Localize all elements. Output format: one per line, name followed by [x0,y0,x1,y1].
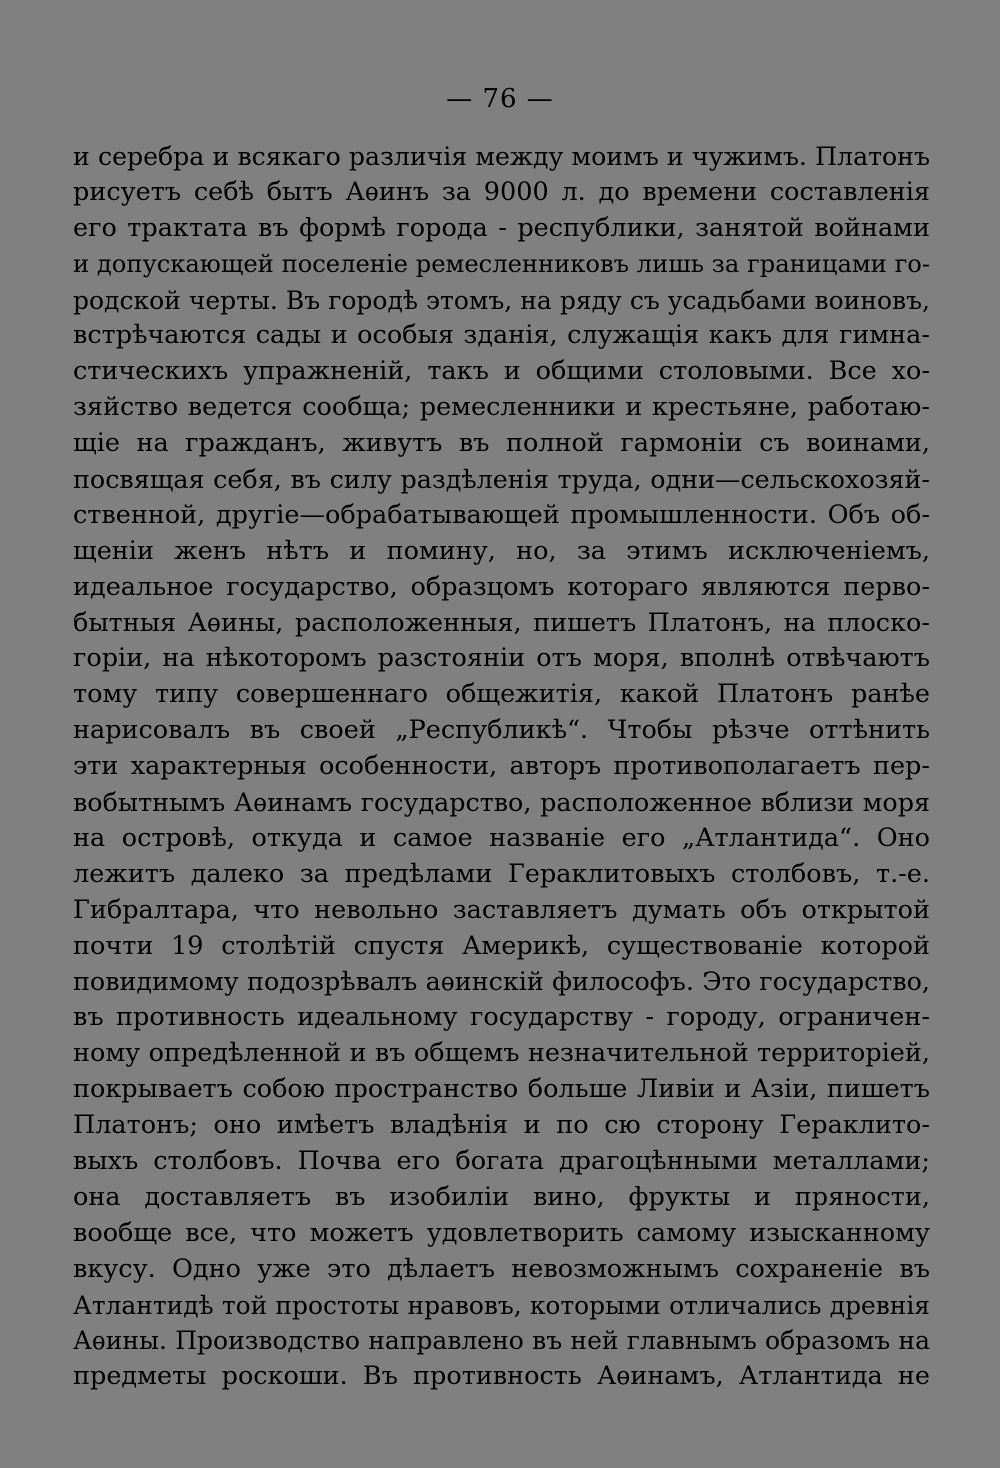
text-line: и допускающей поселеніе ремесленниковъ лишь за границами го- [73,249,930,278]
text-line: встрѣчаются сады и особыя зданія, служащія какъ для гимна- [73,320,930,351]
text-line: посвящая себя, въ силу раздѣленія труда, одни—сельскохозяй- [73,464,930,495]
text-line: нарисовалъ въ своей „Республикѣ“. Чтобы рѣзче оттѣнить [73,715,930,746]
text-line: на островѣ, откуда и самое названіе его „Атлантида“. Оно [73,822,930,853]
text-line: зяйство ведется сообща; ремесленники и крестьяне, работаю- [73,392,930,423]
text-line: вкусу. Одно уже это дѣлаетъ невозможнымъ сохраненіе въ [73,1253,930,1284]
text-line: лежитъ далеко за предѣлами Гераклитовыхъ столбовъ, т.-е. [73,858,930,889]
text-line: въ противность идеальному государству - городу, ограничен- [73,1002,930,1033]
text-line: стическихъ упражненій, такъ и общими столовыми. Все хо- [73,356,930,387]
text-line: щеніи женъ нѣтъ и помину, но, за этимъ исключеніемъ, [73,535,930,566]
text-line: эти характерныя особенности, авторъ противополагаетъ пер- [73,751,930,782]
page-number: — 76 — [446,84,554,114]
text-line: Атлантидѣ той простоты нравовъ, которыми отличались древнія [73,1290,930,1320]
text-line: почти 19 столѣтій спустя Америкѣ, существованіе которой [73,930,930,961]
text-line: ственной, другіе—обрабатывающей промышленности. Объ об- [73,499,930,530]
text-line: ному опредѣленной и въ общемъ незначительной территоріей, [73,1038,930,1069]
text-line: родской черты. Въ городѣ этомъ, на ряду съ усадьбами воиновъ, [73,285,930,315]
text-line: идеальное государство, образцомъ котораго являются перво- [73,571,930,602]
text-line: предметы роскоши. Въ противность Аѳинамъ, Атлантида не [73,1361,930,1392]
text-line: она доставляетъ въ изобиліи вино, фрукты и пряности, [73,1181,930,1212]
text-line: щіе на гражданъ, живутъ въ полной гармоніи съ воинами, [73,428,930,459]
text-line: бытныя Аѳины, расположенныя, пишетъ Платонъ, на плоско- [73,607,930,638]
text-line: Платонъ; оно имѣетъ владѣнія и по сю сторону Гераклито- [73,1110,930,1141]
text-line: выхъ столбовъ. Почва его богата драгоцѣнными металлами; [73,1145,930,1176]
text-line: повидимому подозрѣвалъ аѳинскій философъ. Это государство, [73,966,930,997]
text-line: и серебра и всякаго различія между моимъ и чужимъ. Платонъ [73,142,930,171]
text-line: горіи, на нѣкоторомъ разстояніи отъ моря, вполнѣ отвѣчаютъ [73,643,930,674]
text-line: тому типу совершеннаго общежитія, какой Платонъ ранѣе [73,679,930,710]
text-line: рисуетъ себѣ бытъ Аѳинъ за 9000 л. до времени составленія [73,176,930,207]
text-line: его трактата въ формѣ города - республики, занятой войнами [73,212,930,243]
text-line: Гибралтара, что невольно заставляетъ думать объ открытой [73,894,930,925]
text-line: Аѳины. Производство направлено въ ней главнымъ образомъ на [73,1326,930,1356]
body-text [73,139,930,1395]
text-line: покрываетъ собою пространство больше Ливіи и Азіи, пишетъ [73,1074,930,1105]
text-line: вобытнымъ Аѳинамъ государство, расположенное вблизи моря [73,787,930,818]
text-line: вообще все, что можетъ удовлетворить самому изысканному [73,1217,930,1248]
